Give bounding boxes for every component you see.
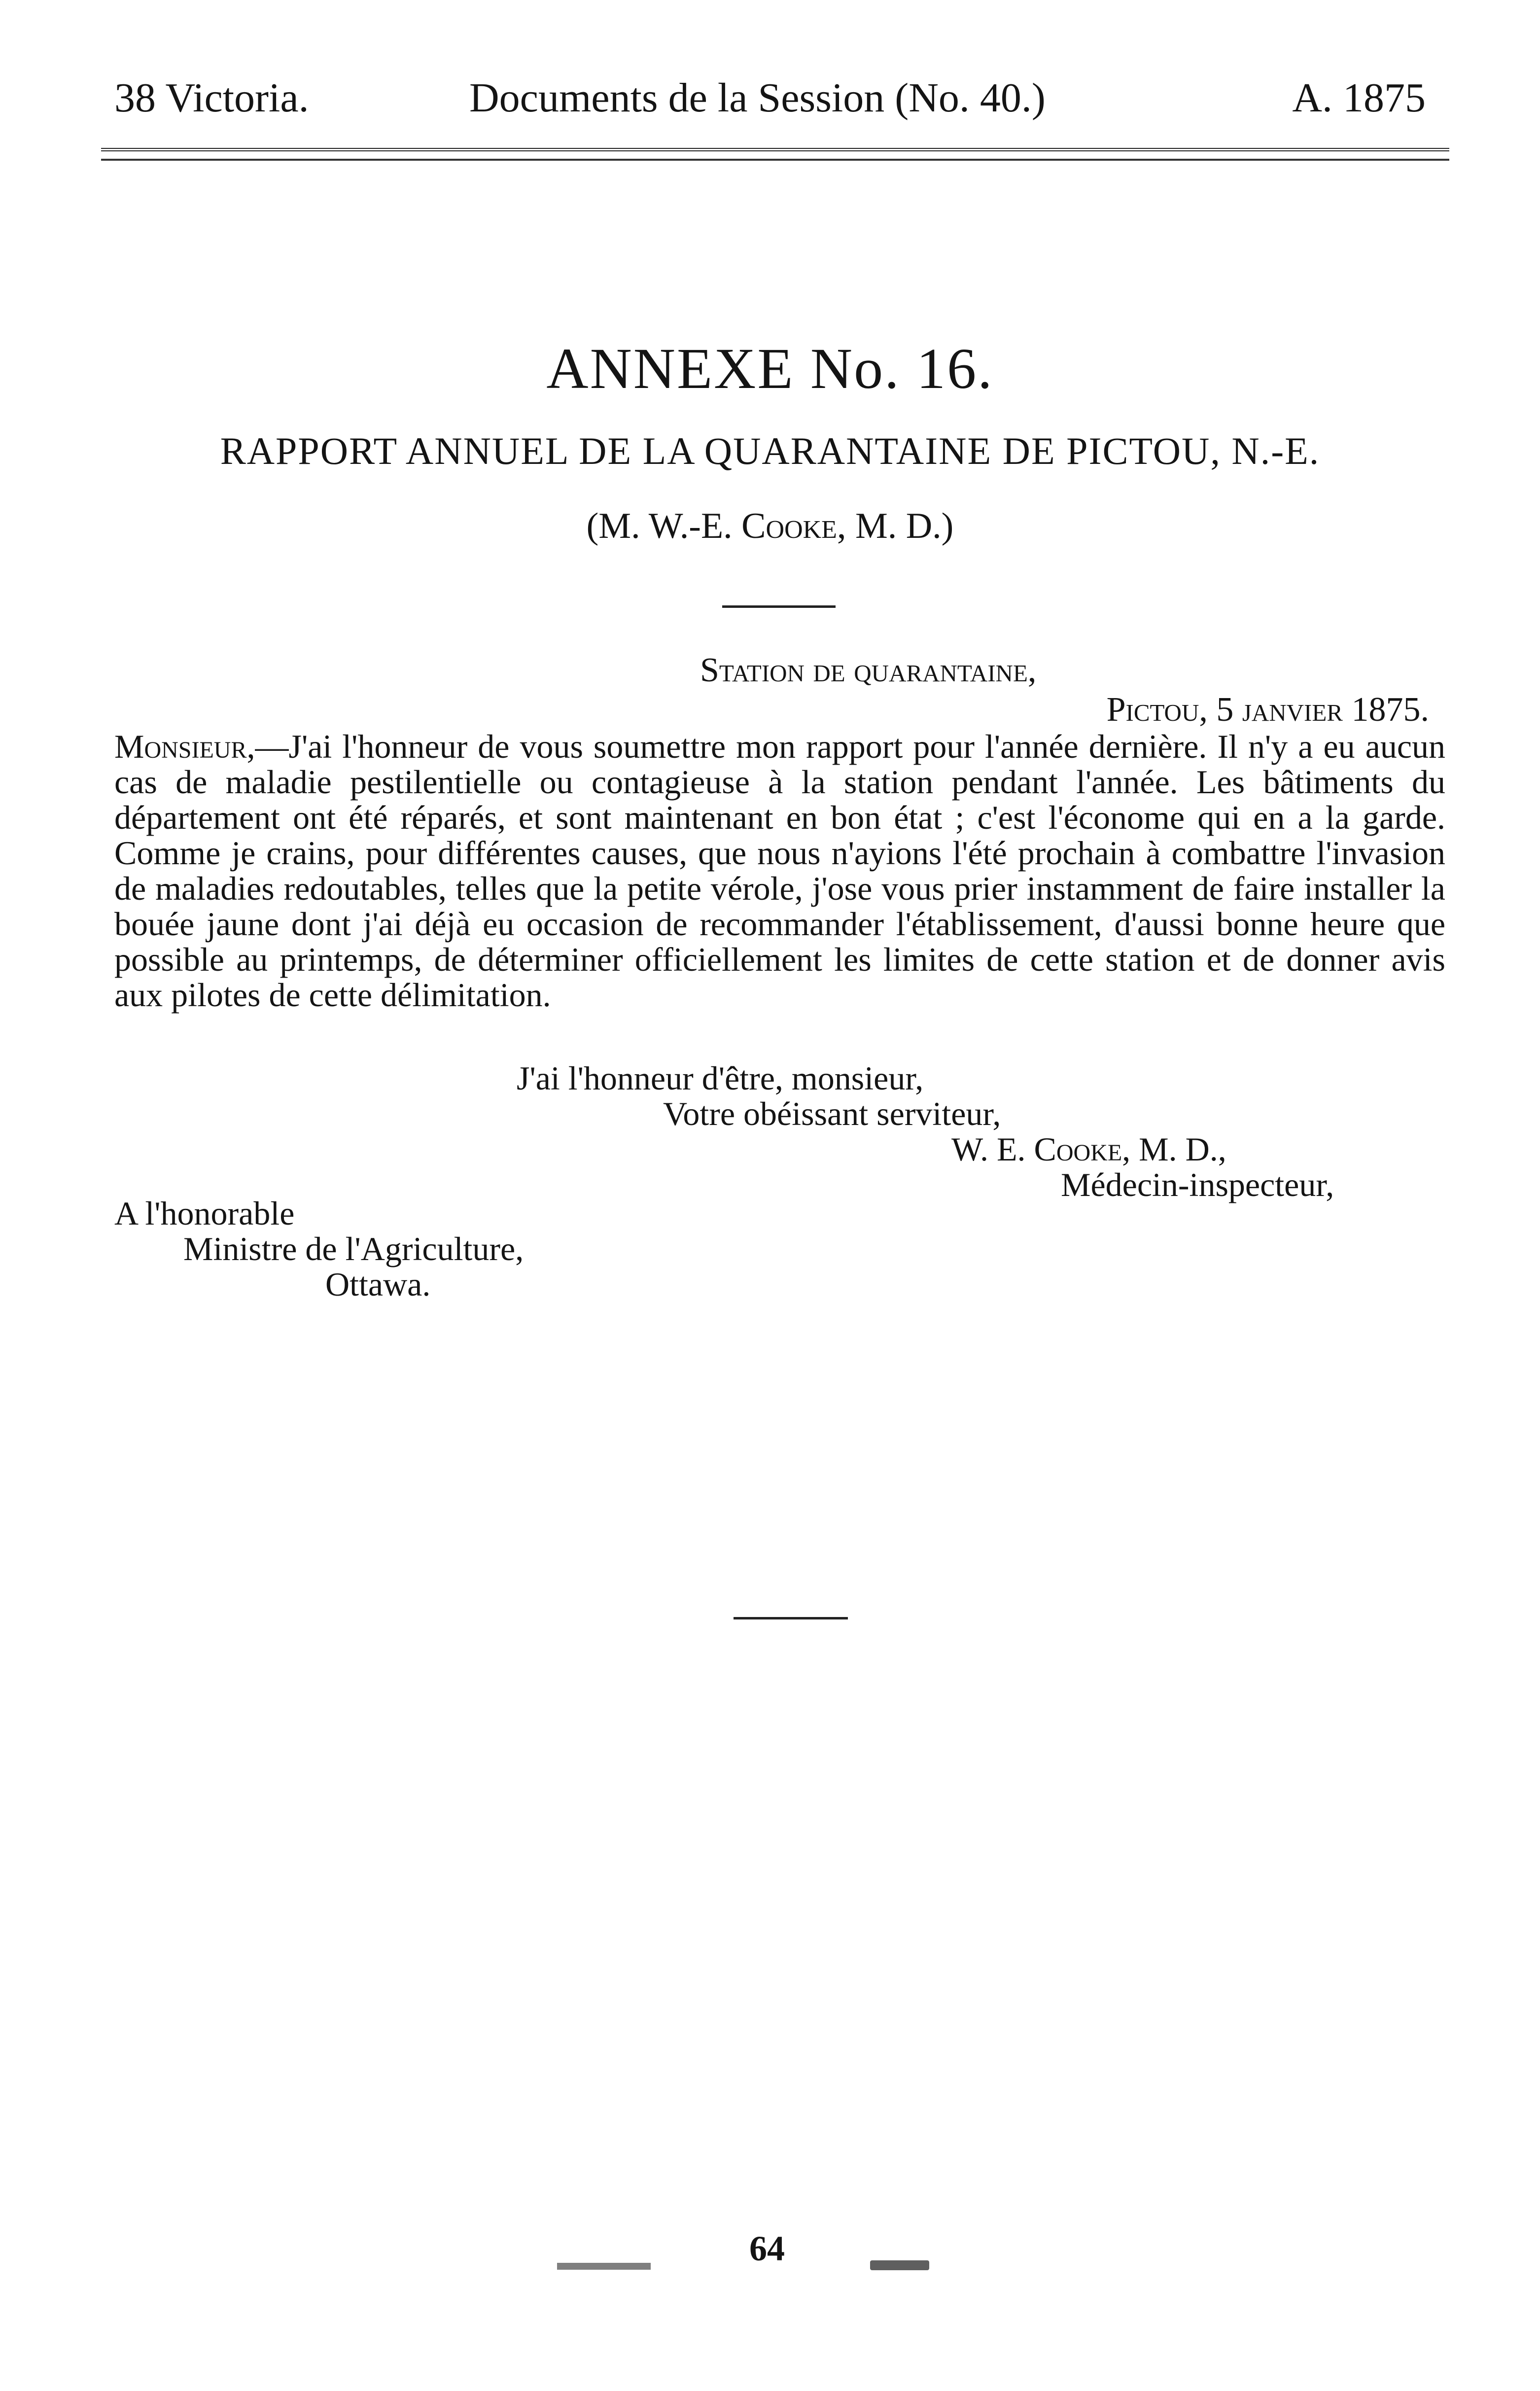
author-line — [0, 505, 1540, 547]
closing-line: J'ai l'honneur d'être, monsieur, — [517, 1059, 924, 1097]
author-suffix: , M. D.) — [837, 506, 954, 546]
signatory-name — [951, 1130, 1226, 1169]
running-header — [114, 74, 1426, 128]
addressee-line-3: Ottawa. — [325, 1266, 431, 1303]
signatory-initials: W. E. — [951, 1130, 1034, 1168]
addressee-line-2: Ministre de l'Agriculture, — [183, 1230, 524, 1267]
report-title: RAPPORT ANNUEL DE LA QUARANTAINE DE PICTOU, N.-E. — [220, 429, 1320, 472]
page-number: 64 — [749, 2229, 785, 2268]
section-divider — [722, 605, 836, 608]
ink-smudge — [870, 2260, 929, 2270]
signatory-title: Médecin-inspecteur, — [1061, 1166, 1334, 1203]
header-rule — [101, 148, 1449, 151]
header-session-label: 38 Victoria. — [114, 75, 309, 121]
letter-date: , 5 janvier 1875. — [1199, 691, 1429, 729]
header-rule-secondary — [101, 159, 1449, 161]
place-name: Pictou — [1106, 691, 1199, 729]
header-document-title: Documents de la Session (No. 40.) — [469, 75, 1046, 121]
letter-paragraph: —J'ai l'honneur de vous soumettre mon rapport pour l'année dernière. Il n'y a eu aucun cas de maladie pestilentielle ou contagieuse à la station pendant l'année. Les bâtiments du département ont été réparés, et sont maintenant en bon état ; c'est l'économe qui en a la garde. Comme je crains, pour différentes causes, que nous n'ayions l'été prochain à combattre l'invasion de maladies redoutables, telles que la petite vérole, j'ose vous prier instamment de faire installer la bouée jaune dont j'ai déjà eu occasion de recommander l'établissement, d'aussi bonne heure que possible au printemps, de déterminer officiellement les limites de cette station et de donner avis aux pilotes de cette délimitation. — [114, 728, 1445, 1014]
addressee-line-1: A l'honorable — [114, 1195, 295, 1232]
signatory-suffix: , M. D., — [1122, 1130, 1226, 1168]
end-divider — [734, 1617, 848, 1619]
author-name: Cooke — [741, 506, 837, 546]
place-date-line — [1107, 690, 1429, 730]
closing-servant-line: Votre obéissant serviteur, — [663, 1095, 1001, 1132]
letter-body — [114, 729, 1445, 1013]
ink-smudge — [557, 2263, 651, 2270]
header-year: A. 1875 — [1292, 75, 1426, 121]
salutation: Monsieur, — [114, 728, 255, 765]
station-line: Station de quarantaine, — [700, 651, 1037, 689]
author-prefix: (M. W.-E. — [586, 506, 742, 546]
signatory-surname: Cooke — [1034, 1130, 1122, 1168]
annex-title: ANNEXE No. 16. — [546, 336, 994, 401]
